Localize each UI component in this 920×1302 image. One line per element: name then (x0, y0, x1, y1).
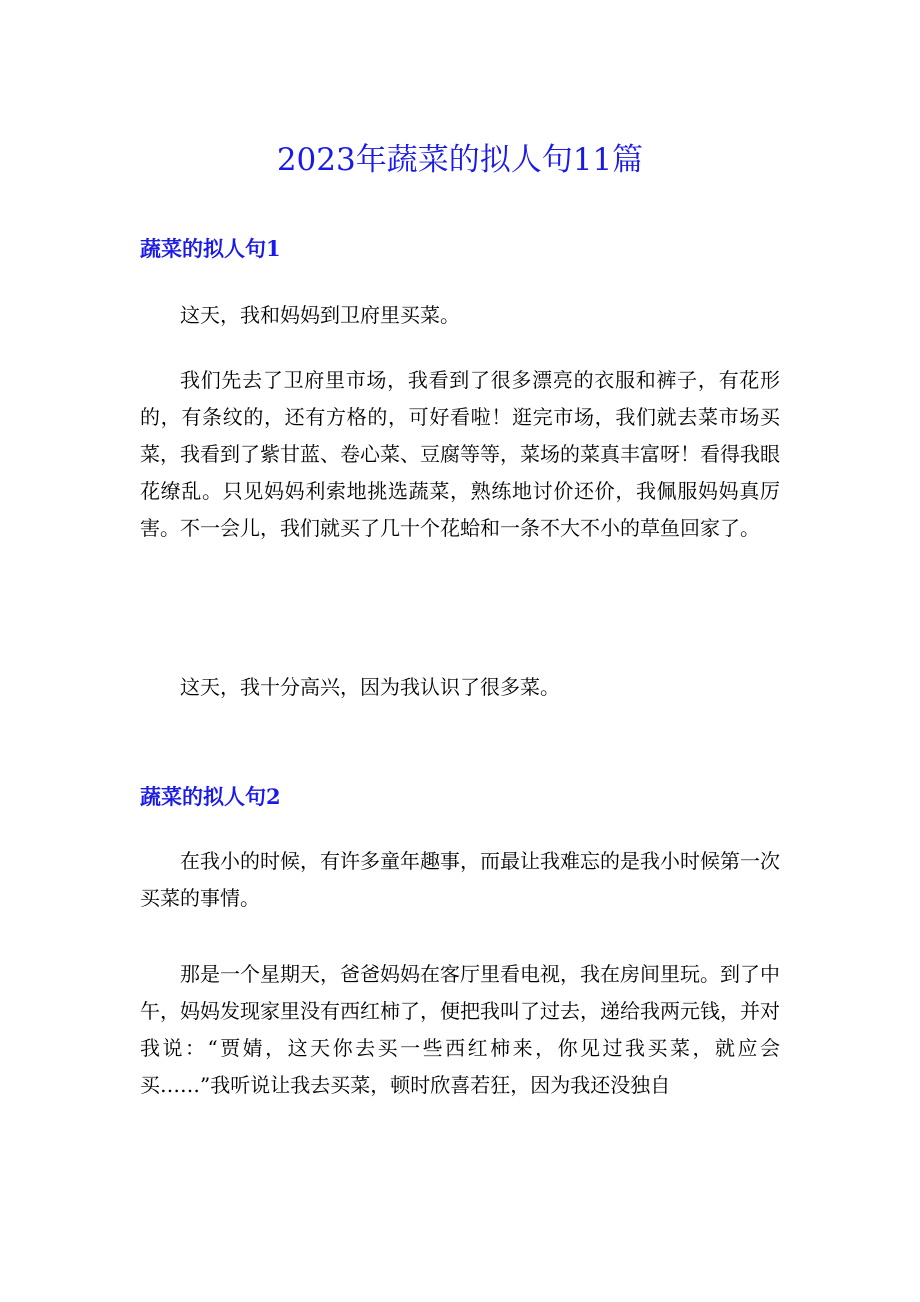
paragraph: 这天，我十分高兴，因为我认识了很多菜。 (180, 675, 560, 699)
document-title: 2023年蔬菜的拟人句11篇 (276, 142, 644, 178)
paragraph: 在我小的时候，有许多童年趣事，而最让我难忘的是我小时候第一次买菜的事情。 (140, 849, 780, 910)
section-heading-1: 蔬菜的拟人句1 (140, 236, 281, 261)
paragraph: 我们先去了卫府里市场，我看到了很多漂亮的衣服和裤子，有花形的，有条纹的，还有方格的，可好看啦！逛完市场，我们就去菜市场买菜，我看到了紫甘蓝、卷心菜、豆腐等等，菜场的菜真丰富呀！看得我眼花缭乱。只见妈妈利索地挑选蔬菜，熟练地讨价还价，我佩服妈妈真厉害。不一会儿，我们就买了几十个花蛤和一条不大不小的草鱼回家了。 (140, 368, 780, 540)
paragraph: 这天，我和妈妈到卫府里买菜。 (180, 303, 460, 327)
section-heading-2: 蔬菜的拟人句2 (140, 784, 281, 809)
paragraph: 那是一个星期天，爸爸妈妈在客厅里看电视，我在房间里玩。到了中午，妈妈发现家里没有西红柿了，便把我叫了过去，递给我两元钱，并对我说：“贾婧，这天你去买一些西红柿来，你见过我买菜，就应会买……”我听说让我去买菜，顿时欣喜若狂，因为我还没独自 (140, 962, 780, 1097)
